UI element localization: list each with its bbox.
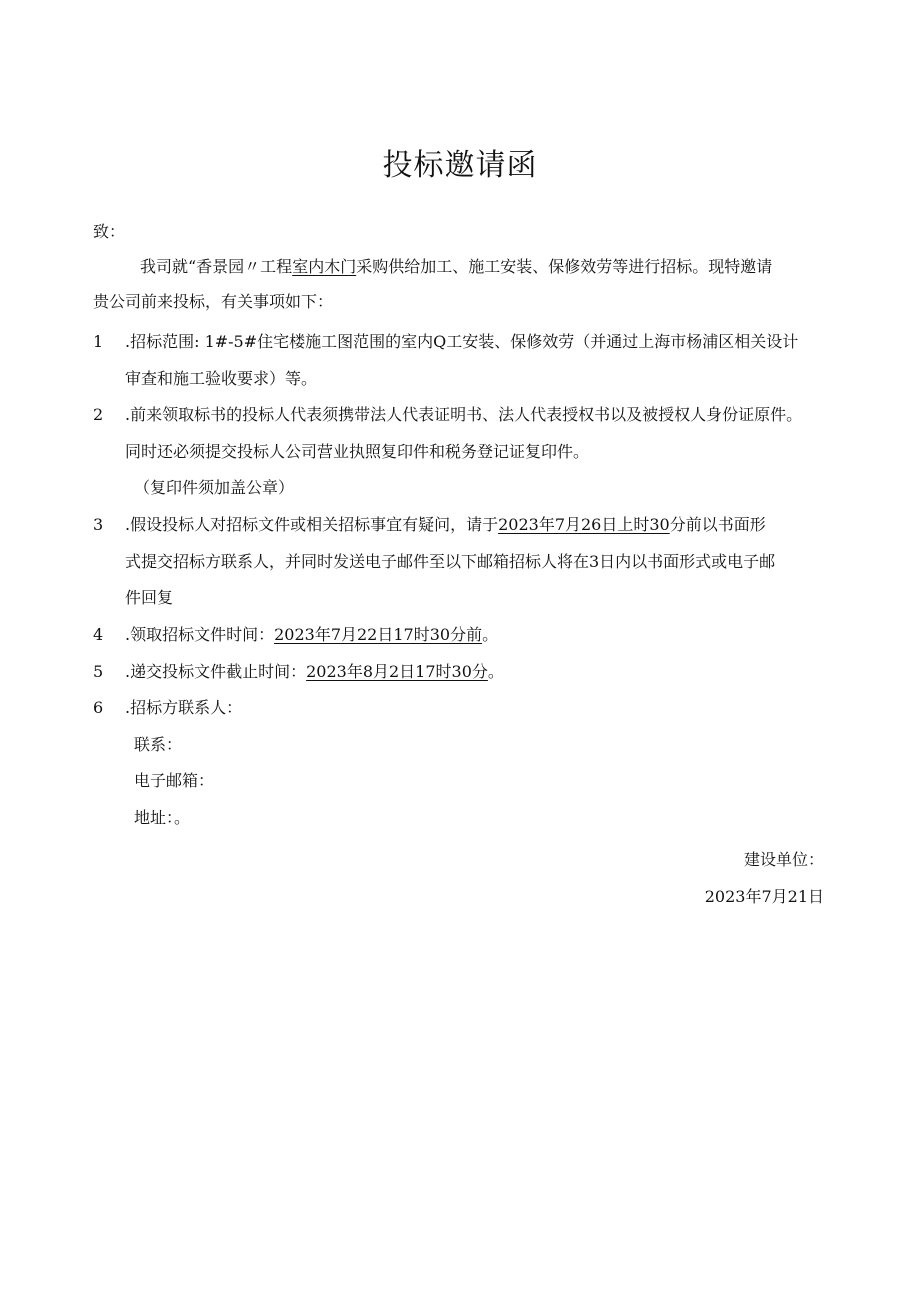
item-4-label: .领取招标文件时间： — [125, 625, 275, 644]
item-6-label: .招标方联系人： — [125, 698, 243, 717]
document-title: 投标邀请函 — [382, 148, 538, 183]
salutation: 致： — [93, 222, 126, 241]
item-1-line-2: 审查和施工验收要求）等。 — [125, 369, 318, 388]
item-1-number: 1 — [93, 332, 104, 351]
item-6-line — [93, 698, 242, 718]
intro-text-a: 我司就“香景园〃工程 — [140, 257, 293, 276]
intro-line-1 — [140, 257, 772, 277]
item-5-deadline: 2023年8月2日17时30分 — [306, 662, 488, 681]
item-2-line-3: （复印件须加盖公章） — [134, 478, 295, 497]
item-5-label: .递交投标文件截止时间： — [125, 662, 307, 681]
contact-field: 联系： — [134, 735, 183, 754]
intro-line-2: 贵公司前来投标，有关事项如下： — [93, 292, 334, 311]
item-5-line — [93, 662, 504, 682]
item-2-line-1 — [93, 405, 802, 425]
item-3-line-2: 式提交招标方联系人，并同时发送电子邮件至以下邮箱招标人将在3日内以书面形式或电子邮 — [125, 552, 776, 571]
item-2-text: .前来领取标书的投标人代表须携带法人代表证明书、法人代表授权书以及被授权人身份证原件。 — [125, 405, 803, 424]
item-4-tail: 。 — [482, 625, 499, 644]
signature-date: 2023年7月21日 — [704, 887, 824, 906]
intro-text-b: 采购供给加工、施工安装、保修效劳等进行招标。现特邀请 — [356, 257, 773, 276]
item-2-line-2: 同时还必须提交投标人公司营业执照复印件和税务登记证复印件。 — [125, 442, 590, 461]
item-3-line-1 — [93, 515, 766, 535]
item-2-number: 2 — [93, 405, 104, 424]
item-5-number: 5 — [93, 662, 104, 681]
item-3-text-b: 分前以书面形 — [669, 515, 766, 534]
item-4-time: 2023年7月22日17时30分前 — [274, 625, 483, 644]
item-4-line — [93, 625, 498, 645]
signature-unit: 建设单位： — [743, 850, 824, 869]
item-3-deadline: 2023年7月26日上时30 — [498, 515, 670, 534]
item-3-text-a: .假设投标人对招标文件或相关招标事宜有疑问，请于 — [125, 515, 499, 534]
item-3-number: 3 — [93, 515, 104, 534]
item-4-number: 4 — [93, 625, 104, 644]
item-1-line-1 — [93, 332, 798, 352]
address-field: 地址：。 — [134, 808, 191, 827]
item-6-number: 6 — [93, 698, 104, 717]
item-3-line-3: 件回复 — [125, 588, 174, 607]
intro-underlined-scope: 室内木门 — [292, 257, 357, 276]
item-5-tail: 。 — [487, 662, 504, 681]
item-1-text: .招标范围: 1#-5#住宅楼施工图范围的室内Q工安装、保修效劳（并通过上海市杨浦区相关设计 — [125, 332, 799, 351]
email-field: 电子邮箱： — [134, 771, 215, 790]
